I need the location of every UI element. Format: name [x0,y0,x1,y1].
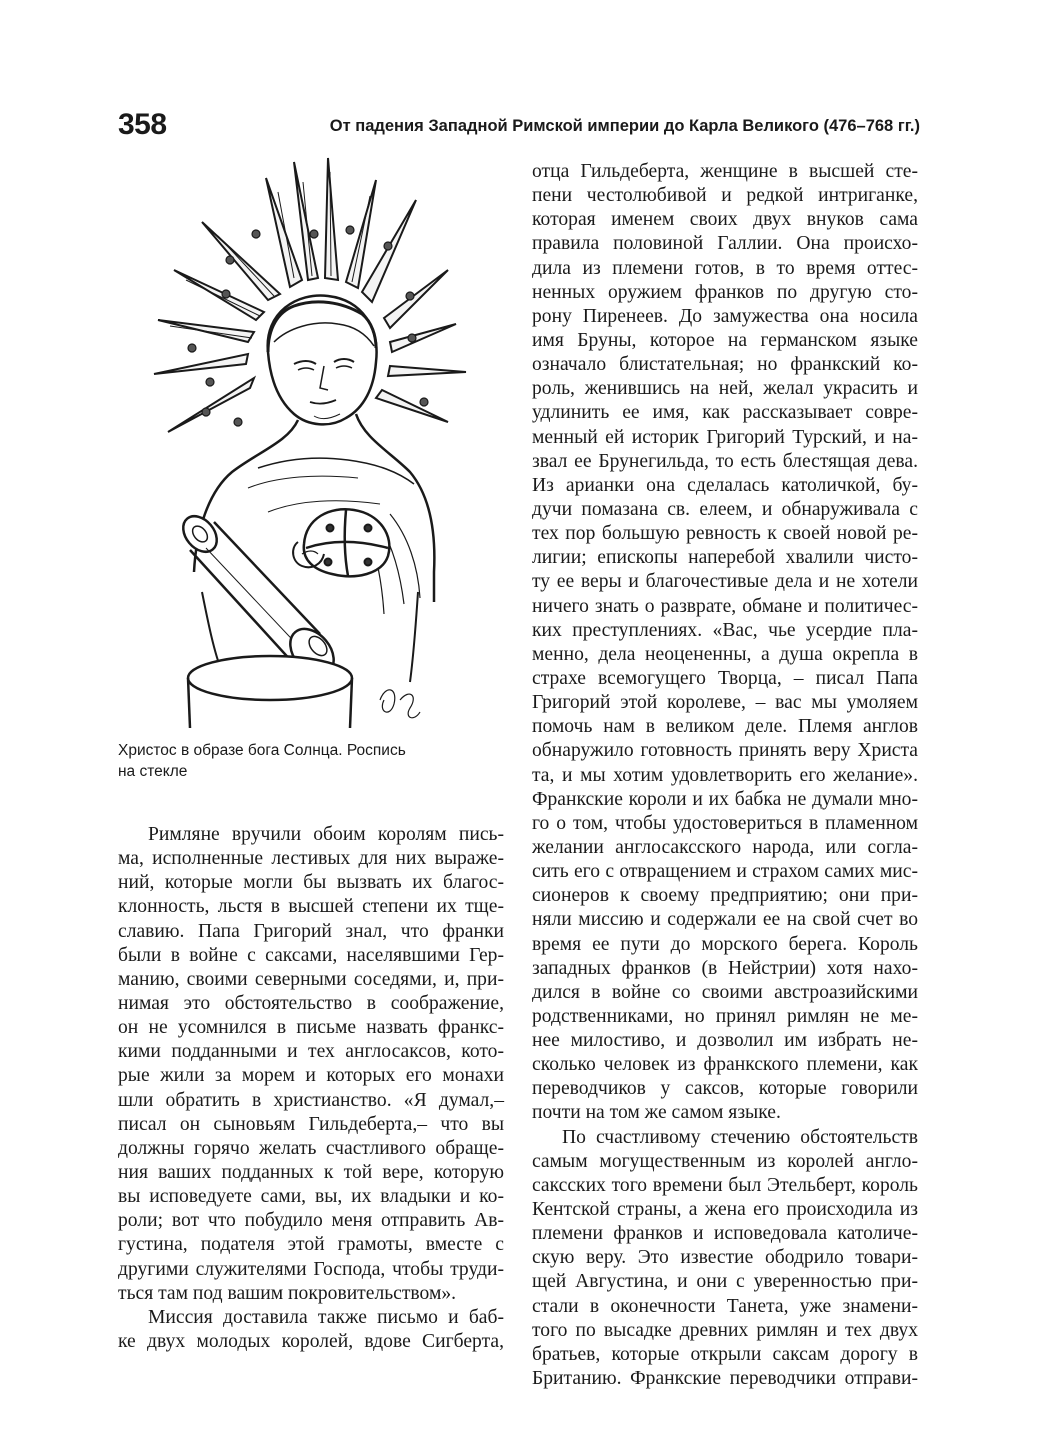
text-line: стали в оконечности Танета, уже знамени- [532,1295,918,1317]
text-line: он не усомнился в письме назвать франкс- [118,1017,504,1039]
text-line: саксских того времени был Этельберт, король [532,1174,918,1196]
text-line: желании англосаксского народа, или согла- [532,836,918,858]
text-line: должны горячо желать счастливого обраще- [118,1137,504,1159]
text-line: роли; вот что побудило меня отправить Ав- [118,1210,504,1232]
christ-sun-illustration [118,152,508,732]
text-line: скую веру. Это известие ободрило товари- [532,1247,918,1269]
text-line: сионеров к своему предприятию; они при- [532,885,918,907]
text-line: звал ее Брунегильда, то есть блестящая дева. [532,450,918,472]
text-line: рые жили за морем и которых его монахи [118,1065,504,1087]
text-line: ний, которые могли бы вызвать их благос- [118,872,504,894]
page-header [118,108,918,148]
text-line: лигии; епископы наперебой хвалили чисто- [532,547,918,569]
text-line: вы исповедуете сами, вы, их владыки и ко- [118,1186,504,1208]
text-line: дучи помазана св. елеем, и обнаруживала с [532,498,918,520]
text-line: ма, исполненные лестивых для них выраже- [118,848,504,870]
text-line: роль, женившись на ней, желал украсить и [532,378,918,400]
text-line: означало блистательная; но франкский ко- [532,354,918,376]
figure-head [268,295,377,424]
text-line: Миссия доставила также письмо и баб- [148,1306,504,1328]
text-line: ке двух молодых королей, вдове Сигберта, [118,1330,504,1352]
text-column-left [118,823,504,1354]
text-line: менно, дела неоцененны, а душа окрепла в [532,643,918,665]
text-line: ться там под вашим покровительством». [118,1282,457,1304]
text-line: Римляне вручили обоим королям пись- [148,824,504,845]
text-line: густина, подателя этой грамоты, вместе с [118,1234,504,1256]
text-line: сить его с отвращением и страхом самих мис- [532,861,918,883]
text-line: Григорий этой королеве, – вас мы умоляем [532,692,918,714]
text-line: правила половиной Галлии. Она происхо- [532,233,918,255]
running-title: От падения Западной Римской империи до Карла Великого (476–768 гг.) [329,117,920,135]
text-line: шли обратить в христианство. «Я думал,– [118,1089,504,1111]
text-line: Британию. Франкские переводчики отправи- [532,1368,918,1390]
text-line: которая именем своих двух внуков сама [532,209,918,231]
text-line: другими служителями Господа, чтобы труди- [118,1258,504,1280]
text-line: самым могущественным из королей англо- [532,1150,918,1172]
text-line: западных франков (в Нейстрии) хотя нахо- [532,957,918,979]
text-line: дила из племени готов, в то время оттес- [532,257,918,279]
artist-monogram [380,690,420,718]
text-line: пени честолюбивой и редкой интриганке, [532,185,918,207]
text-line: ту ее веры и благочестивые дела и не хотели [532,571,918,593]
text-line: По счастливому стечению обстоятельств [562,1126,918,1148]
text-line: нее милостиво, и дозволил им избрать не- [532,1030,918,1052]
caption-line: на стекле [118,763,188,780]
text-line: время ее пути до морского берега. Король [532,933,918,955]
text-line: страхе всемогущего Творца, – писал Папа [532,667,918,689]
caption-line: Христос в образе бога Солнца. Роспись [118,742,406,759]
text-line: племени франков и исповедовала католиче- [532,1223,918,1245]
page-number: 358 [118,108,167,141]
text-line: писал он сыновьям Гильдеберта,– что вы [118,1113,504,1135]
text-line: сколько человек из франкского племени, как [532,1054,918,1076]
text-line: менный ей историк Григорий Турский, и на- [532,426,918,448]
text-line: тех пор большую ревность к своей новой ре- [532,523,918,545]
text-line: кими подданными и тех англосаксов, кото- [118,1041,504,1063]
basin [188,656,352,728]
text-line: того по высадке древних римлян и тех двух [532,1319,918,1341]
text-line: почти на том же самом языке. [532,1102,781,1124]
text-line: были в войне с саксами, населявшими Гер- [118,944,504,966]
text-line: рону Пиренеев. До замужества она носила [532,305,918,327]
text-line: обнаружило готовность принять веру Христа [532,740,918,762]
text-line: ких преступлениях. «Вас, чье усердие пла- [532,619,918,641]
text-column-right [532,160,918,1391]
text-line: удлинить ее имя, как рассказывает совре- [532,402,918,424]
text-line: помочь нам в великом деле. Племя англов [532,716,918,738]
text-line: родственниками, но принял римлян не ме- [532,1005,918,1027]
text-line: ненных оружием франков по другую сто- [532,281,918,303]
text-line: ния ваших подданных к той вере, которую [118,1161,504,1183]
text-line: манию, своими северными соседями, и, при- [118,968,504,990]
text-line: Кентской страны, а жена его происходила из [532,1199,918,1221]
globe-orb [293,509,389,576]
text-line: Франкские короли и их бабка не думали мно- [532,788,918,810]
figure-caption [118,740,508,782]
text-line: имя Бруны, которое на германском языке [532,329,918,351]
text-line: славию. Папа Григорий знал, что франки [118,920,504,942]
text-line: Из арианки она сделалась католичкой, бу- [532,474,918,496]
text-line: дился в войне со своими австроазийскими [532,981,918,1003]
text-line: няли миссию и содержали ее на свой счет во [532,909,918,931]
text-line: отца Гильдеберта, женщине в высшей сте- [532,161,918,182]
text-line: нимая это обстоятельство в соображение, [118,992,504,1014]
text-line: переводчиков у саксов, которые говорили [532,1078,918,1100]
text-line: та, и мы хотим удовлетворить его желание». [532,764,918,786]
text-line: братьев, которые открыли саксам дорогу в [532,1343,918,1365]
text-line: клонность, льстя в высшей степени их тще- [118,896,504,918]
text-line: ничего знать о разврате, обмане и политичес- [532,595,918,617]
text-line: го о том, чтобы удостовериться в пламенном [532,812,918,834]
text-line: щей Августина, и они с уверенностью при- [532,1271,918,1293]
